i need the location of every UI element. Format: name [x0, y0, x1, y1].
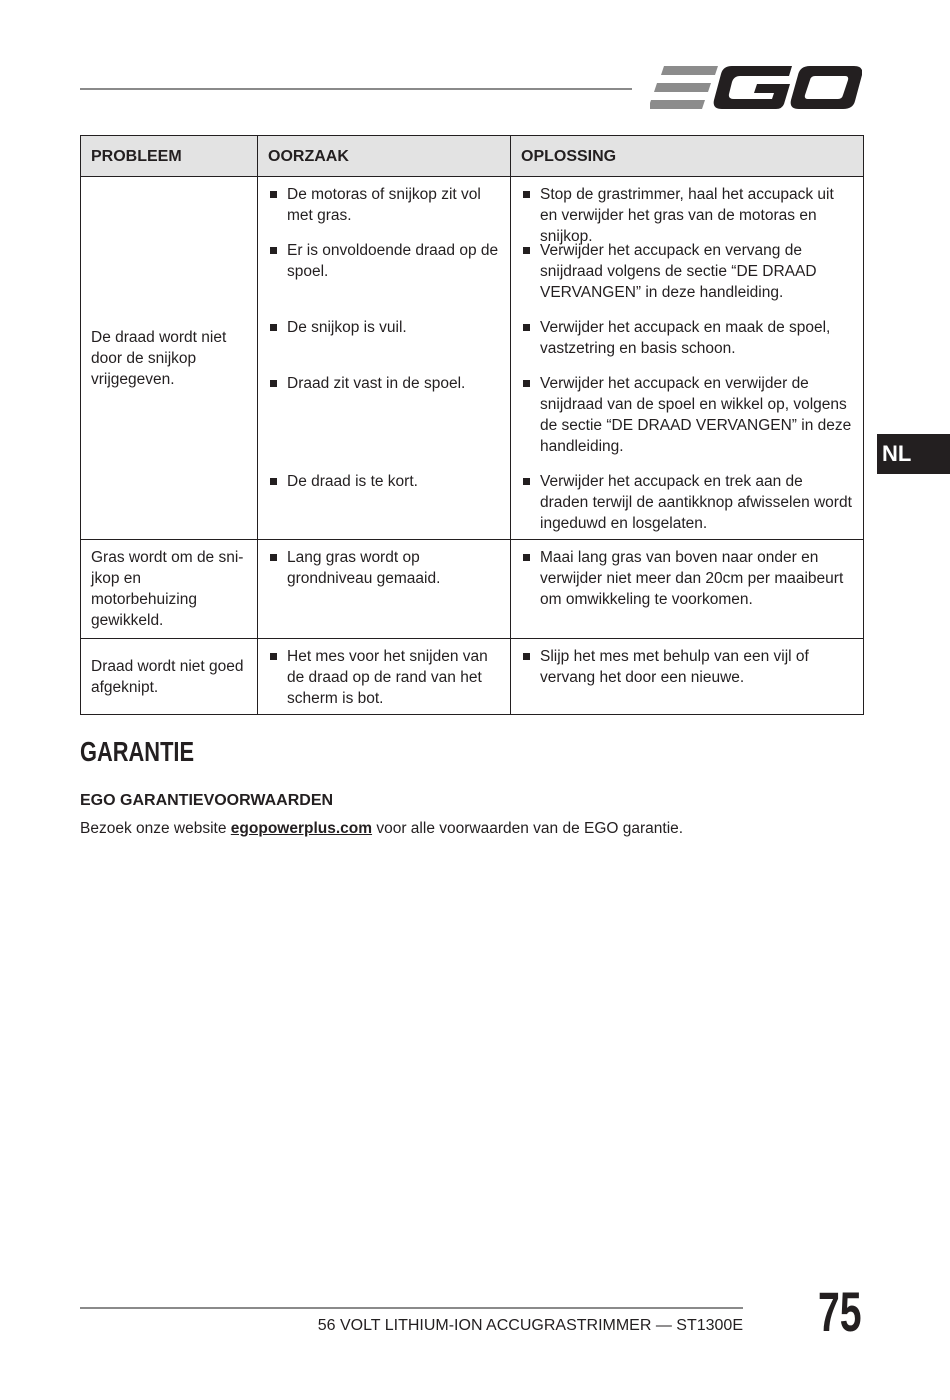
cause-item: De snijkop is vuil. [268, 317, 502, 373]
table-row [81, 540, 864, 639]
solution-cell [511, 540, 864, 639]
cause-cell [258, 639, 511, 715]
header-rule [80, 88, 632, 90]
troubleshooting-table [80, 135, 864, 715]
table-row [81, 177, 864, 540]
footer-product-title: 56 VOLT LITHIUM-ION ACCUGRASTRIMMER — ST1300E [317, 1317, 743, 1334]
solution-item: Verwijder het accupack en vervang de snijdraad volgens de sectie “DE DRAAD VERVANGEN” in deze handleiding. [521, 240, 855, 317]
solution-item: Slijp het mes met behulp van een vijl of vervang het door een nieuwe. [521, 646, 855, 688]
solution-item: Stop de grastrimmer, haal het accupack uit en verwijder het gras van de motoras en snijkop. [521, 184, 855, 240]
cause-item: De draad is te kort. [268, 471, 502, 492]
cause-item: De motoras of snijkop zit vol met gras. [268, 184, 502, 240]
language-tab: NL [877, 434, 950, 474]
solution-cell [511, 639, 864, 715]
website-link[interactable]: egopowerplus.com [230, 820, 373, 837]
problem-cell: Gras wordt om de sni-jkop en motorbehuizing gewikkeld. [81, 540, 258, 639]
solution-cell [511, 177, 864, 540]
section-title: GARANTIE [80, 736, 195, 767]
page-number: 75 [818, 1280, 862, 1343]
cause-item: Lang gras wordt op grondniveau gemaaid. [268, 547, 502, 589]
solution-item: Maai lang gras van boven naar onder en verwijder niet meer dan 20cm per maaibeurt om omwikkeling te voorkomen. [521, 547, 855, 610]
cause-item: Het mes voor het snijden van de draad op de rand van het scherm is bot. [268, 646, 502, 709]
warranty-text-before: Bezoek onze website [80, 820, 231, 837]
cause-item: Draad zit vast in de spoel. [268, 373, 502, 471]
cause-item: Er is onvoldoende draad op de spoel. [268, 240, 502, 317]
cause-cell [258, 177, 511, 540]
solution-item: Verwijder het accupack en maak de spoel, vastzetring en basis schoon. [521, 317, 855, 373]
table-row [81, 639, 864, 715]
warranty-text [80, 820, 683, 838]
solution-item: Verwijder het accupack en trek aan de draden terwijl de aantikknop afwisselen wordt ingeduwd en losgelaten. [521, 471, 855, 534]
header-oorzaak: OORZAAK [258, 136, 511, 177]
header-probleem: PROBLEEM [81, 136, 258, 177]
table-header-row [81, 136, 864, 177]
problem-cell: De draad wordt niet door de snijkop vrijgegeven. [81, 177, 258, 540]
warranty-text-after: voor alle voorwaarden van de EGO garantie. [372, 820, 684, 837]
cause-cell [258, 540, 511, 639]
header-oplossing: OPLOSSING [511, 136, 864, 177]
section-subtitle: EGO GARANTIEVOORWAARDEN [80, 792, 334, 809]
footer-rule [80, 1307, 743, 1309]
ego-logo [650, 64, 862, 112]
solution-item: Verwijder het accupack en verwijder de snijdraad van de spoel en wikkel op, volgens de sectie “DE DRAAD VERVANGEN” in deze handleiding. [521, 373, 855, 471]
problem-cell: Draad wordt niet goed afgeknipt. [81, 639, 258, 715]
